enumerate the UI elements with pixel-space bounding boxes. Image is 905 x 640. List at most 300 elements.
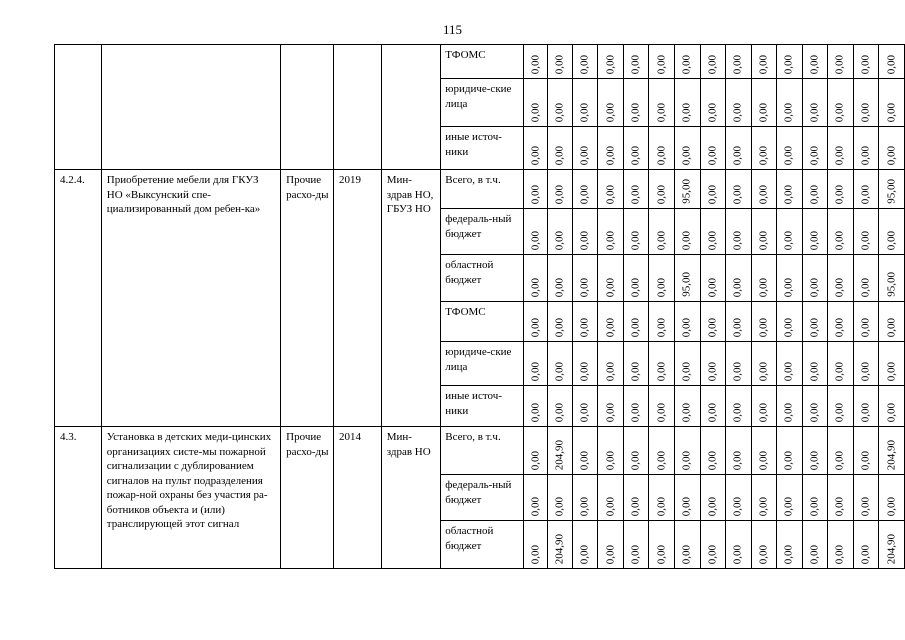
amount-cell <box>649 127 675 170</box>
amount-value: 0,00 <box>782 450 795 470</box>
amount-value: 0,00 <box>833 402 846 422</box>
amount-value: 0,00 <box>529 450 542 470</box>
amount-cell <box>777 475 803 521</box>
amount-value: 0,00 <box>553 277 566 297</box>
amount-value: 0,00 <box>604 230 617 250</box>
amount-cell <box>853 521 879 569</box>
amount-cell <box>700 475 726 521</box>
amount-value: 0,00 <box>731 54 744 74</box>
amount-value: 0,00 <box>782 102 795 122</box>
amount-cell <box>751 209 777 255</box>
amount-cell <box>548 386 573 427</box>
amount-value: 0,00 <box>859 102 872 122</box>
amount-value: 0,00 <box>757 450 770 470</box>
amount-cell <box>802 342 828 386</box>
amount-cell <box>572 521 598 569</box>
page-number: 115 <box>442 22 463 37</box>
amount-value: 0,00 <box>731 496 744 516</box>
amount-cell <box>598 45 624 79</box>
amount-value: 0,00 <box>529 184 542 204</box>
amount-cell <box>674 342 700 386</box>
amount-cell <box>572 127 598 170</box>
amount-value: 0,00 <box>578 402 591 422</box>
amount-value: 0,00 <box>655 54 668 74</box>
amount-cell <box>777 209 803 255</box>
amount-cell <box>700 170 726 209</box>
amount-cell <box>700 209 726 255</box>
amount-cell <box>572 475 598 521</box>
amount-cell <box>879 302 905 342</box>
amount-value: 0,00 <box>808 54 821 74</box>
amount-value: 0,00 <box>833 184 846 204</box>
amount-cell <box>598 255 624 302</box>
amount-cell <box>777 170 803 209</box>
amount-value: 0,00 <box>782 361 795 381</box>
amount-cell <box>674 386 700 427</box>
amount-cell <box>572 255 598 302</box>
amount-value: 0,00 <box>604 544 617 564</box>
amount-cell <box>853 127 879 170</box>
amount-value: 0,00 <box>655 496 668 516</box>
amount-cell <box>623 79 649 127</box>
amount-cell <box>523 79 548 127</box>
amount-value: 0,00 <box>757 496 770 516</box>
amount-value: 0,00 <box>578 184 591 204</box>
amount-cell <box>751 475 777 521</box>
amount-cell <box>853 475 879 521</box>
amount-cell <box>674 521 700 569</box>
amount-value: 0,00 <box>529 145 542 165</box>
amount-value: 0,00 <box>808 450 821 470</box>
amount-value: 0,00 <box>553 361 566 381</box>
amount-value: 0,00 <box>629 544 642 564</box>
amount-value: 0,00 <box>553 184 566 204</box>
amount-value: 0,00 <box>757 54 770 74</box>
amount-value: 0,00 <box>578 277 591 297</box>
amount-value: 0,00 <box>680 317 693 337</box>
amount-value: 0,00 <box>706 102 719 122</box>
amount-cell <box>802 302 828 342</box>
amount-cell <box>674 170 700 209</box>
amount-cell <box>751 127 777 170</box>
amount-value: 204,90 <box>553 439 566 470</box>
amount-cell <box>828 302 854 342</box>
amount-value: 0,00 <box>859 402 872 422</box>
amount-cell <box>623 127 649 170</box>
amount-cell <box>828 342 854 386</box>
amount-value: 0,00 <box>731 402 744 422</box>
amount-cell <box>700 79 726 127</box>
amount-value: 0,00 <box>859 544 872 564</box>
amount-value: 0,00 <box>731 361 744 381</box>
amount-value: 0,00 <box>655 450 668 470</box>
amount-value: 0,00 <box>706 145 719 165</box>
amount-value: 0,00 <box>680 230 693 250</box>
amount-cell <box>572 170 598 209</box>
amount-value: 0,00 <box>731 544 744 564</box>
amount-cell <box>828 475 854 521</box>
amount-value: 204,90 <box>553 533 566 564</box>
amount-value: 0,00 <box>859 277 872 297</box>
amount-value: 0,00 <box>731 450 744 470</box>
amount-cell <box>751 386 777 427</box>
amount-cell <box>700 386 726 427</box>
amount-value: 0,00 <box>859 317 872 337</box>
amount-cell <box>853 79 879 127</box>
amount-cell <box>853 45 879 79</box>
amount-value: 0,00 <box>629 54 642 74</box>
amount-value: 0,00 <box>833 230 846 250</box>
amount-cell <box>751 302 777 342</box>
amount-value: 0,00 <box>655 361 668 381</box>
funding-source: федераль-ный бюджет <box>441 209 524 255</box>
amount-cell <box>572 45 598 79</box>
amount-cell <box>828 45 854 79</box>
amount-cell <box>548 342 573 386</box>
amount-cell <box>751 255 777 302</box>
amount-value: 0,00 <box>808 145 821 165</box>
amount-cell <box>879 521 905 569</box>
amount-value: 0,00 <box>833 361 846 381</box>
amount-cell <box>828 209 854 255</box>
amount-cell <box>700 342 726 386</box>
amount-cell <box>598 302 624 342</box>
amount-value: 0,00 <box>808 102 821 122</box>
amount-cell <box>674 79 700 127</box>
amount-cell <box>853 170 879 209</box>
amount-cell <box>828 255 854 302</box>
amount-value: 0,00 <box>757 102 770 122</box>
amount-value: 0,00 <box>655 402 668 422</box>
amount-cell <box>751 45 777 79</box>
amount-value: 0,00 <box>885 102 898 122</box>
executor <box>381 45 441 170</box>
amount-value: 0,00 <box>706 402 719 422</box>
amount-value: 95,00 <box>680 179 693 204</box>
amount-cell <box>572 427 598 475</box>
amount-value: 95,00 <box>680 272 693 297</box>
amount-value: 0,00 <box>808 544 821 564</box>
funding-source: юридиче-ские лица <box>441 79 524 127</box>
amount-value: 0,00 <box>604 317 617 337</box>
amount-value: 0,00 <box>680 361 693 381</box>
amount-value: 0,00 <box>529 230 542 250</box>
amount-value: 0,00 <box>529 361 542 381</box>
amount-value: 0,00 <box>808 277 821 297</box>
amount-value: 0,00 <box>833 145 846 165</box>
amount-value: 0,00 <box>808 402 821 422</box>
amount-cell <box>853 255 879 302</box>
amount-cell <box>572 209 598 255</box>
amount-cell <box>598 209 624 255</box>
amount-cell <box>623 427 649 475</box>
amount-cell <box>523 475 548 521</box>
amount-value: 0,00 <box>578 361 591 381</box>
amount-value: 0,00 <box>578 317 591 337</box>
amount-value: 0,00 <box>757 145 770 165</box>
amount-value: 0,00 <box>885 361 898 381</box>
amount-cell <box>623 209 649 255</box>
amount-value: 0,00 <box>808 317 821 337</box>
amount-cell <box>649 475 675 521</box>
budget-table <box>54 44 905 569</box>
amount-value: 0,00 <box>629 145 642 165</box>
amount-cell <box>598 79 624 127</box>
amount-cell <box>548 127 573 170</box>
amount-value: 0,00 <box>859 184 872 204</box>
amount-cell <box>726 170 752 209</box>
amount-cell <box>674 475 700 521</box>
amount-cell <box>598 342 624 386</box>
amount-cell <box>879 386 905 427</box>
amount-value: 0,00 <box>629 496 642 516</box>
amount-value: 0,00 <box>604 496 617 516</box>
amount-value: 0,00 <box>782 277 795 297</box>
amount-value: 0,00 <box>680 402 693 422</box>
amount-value: 0,00 <box>680 102 693 122</box>
amount-cell <box>523 342 548 386</box>
item-name <box>101 45 280 170</box>
amount-value: 0,00 <box>655 230 668 250</box>
amount-value: 0,00 <box>706 361 719 381</box>
amount-cell <box>523 302 548 342</box>
amount-value: 0,00 <box>833 54 846 74</box>
amount-value: 0,00 <box>885 230 898 250</box>
amount-value: 0,00 <box>578 145 591 165</box>
amount-value: 0,00 <box>655 317 668 337</box>
table-row <box>55 45 905 79</box>
amount-cell <box>572 79 598 127</box>
amount-value: 0,00 <box>629 450 642 470</box>
amount-value: 0,00 <box>782 317 795 337</box>
amount-cell <box>523 170 548 209</box>
amount-cell <box>828 427 854 475</box>
amount-cell <box>674 209 700 255</box>
item-code: 4.2.4. <box>55 170 102 427</box>
amount-value: 0,00 <box>553 496 566 516</box>
item-name: Приобретение мебели для ГКУЗ НО «Выксунский спе-циализированный дом ребен-ка» <box>101 170 280 427</box>
amount-cell <box>548 209 573 255</box>
amount-value: 0,00 <box>604 184 617 204</box>
amount-cell <box>523 127 548 170</box>
amount-value: 0,00 <box>731 184 744 204</box>
amount-value: 0,00 <box>553 317 566 337</box>
amount-cell <box>879 170 905 209</box>
amount-value: 0,00 <box>706 230 719 250</box>
amount-cell <box>802 427 828 475</box>
item-code: 4.3. <box>55 427 102 569</box>
amount-value: 0,00 <box>578 496 591 516</box>
table-row <box>55 427 905 475</box>
amount-value: 0,00 <box>833 544 846 564</box>
amount-cell <box>649 302 675 342</box>
amount-cell <box>777 386 803 427</box>
amount-value: 0,00 <box>604 450 617 470</box>
amount-cell <box>777 427 803 475</box>
amount-value: 0,00 <box>680 54 693 74</box>
amount-cell <box>828 386 854 427</box>
amount-cell <box>598 386 624 427</box>
amount-cell <box>523 209 548 255</box>
amount-value: 0,00 <box>578 450 591 470</box>
amount-value: 0,00 <box>859 496 872 516</box>
amount-cell <box>649 79 675 127</box>
amount-cell <box>674 255 700 302</box>
amount-value: 0,00 <box>731 277 744 297</box>
amount-value: 0,00 <box>529 317 542 337</box>
amount-value: 0,00 <box>757 361 770 381</box>
funding-source: ТФОМС <box>441 302 524 342</box>
amount-value: 0,00 <box>885 317 898 337</box>
amount-cell <box>802 170 828 209</box>
amount-value: 0,00 <box>757 277 770 297</box>
amount-cell <box>828 170 854 209</box>
amount-value: 204,90 <box>885 533 898 564</box>
amount-cell <box>649 427 675 475</box>
amount-cell <box>726 342 752 386</box>
amount-cell <box>802 255 828 302</box>
amount-value: 0,00 <box>706 450 719 470</box>
amount-value: 0,00 <box>604 102 617 122</box>
amount-value: 0,00 <box>680 145 693 165</box>
amount-value: 0,00 <box>655 102 668 122</box>
amount-value: 0,00 <box>655 277 668 297</box>
amount-cell <box>598 170 624 209</box>
table-body <box>55 45 905 569</box>
amount-value: 0,00 <box>859 54 872 74</box>
amount-value: 0,00 <box>808 184 821 204</box>
amount-value: 0,00 <box>529 54 542 74</box>
amount-value: 204,90 <box>885 439 898 470</box>
amount-value: 0,00 <box>757 402 770 422</box>
amount-cell <box>802 127 828 170</box>
amount-cell <box>879 127 905 170</box>
amount-value: 0,00 <box>833 277 846 297</box>
amount-cell <box>700 45 726 79</box>
amount-cell <box>726 386 752 427</box>
amount-value: 0,00 <box>655 544 668 564</box>
amount-cell <box>777 302 803 342</box>
amount-value: 0,00 <box>629 317 642 337</box>
amount-value: 0,00 <box>833 450 846 470</box>
amount-cell <box>802 386 828 427</box>
amount-cell <box>623 475 649 521</box>
funding-source: областной бюджет <box>441 521 524 569</box>
amount-cell <box>623 170 649 209</box>
amount-value: 0,00 <box>604 54 617 74</box>
amount-cell <box>726 475 752 521</box>
amount-value: 0,00 <box>655 145 668 165</box>
amount-cell <box>623 255 649 302</box>
amount-cell <box>548 475 573 521</box>
amount-cell <box>828 521 854 569</box>
amount-cell <box>649 209 675 255</box>
amount-cell <box>777 255 803 302</box>
amount-cell <box>623 386 649 427</box>
amount-value: 0,00 <box>553 145 566 165</box>
amount-cell <box>802 475 828 521</box>
amount-cell <box>802 209 828 255</box>
year <box>334 45 382 170</box>
amount-value: 0,00 <box>782 184 795 204</box>
amount-cell <box>548 255 573 302</box>
item-code <box>55 45 102 170</box>
amount-cell <box>879 45 905 79</box>
amount-value: 0,00 <box>782 496 795 516</box>
amount-cell <box>548 302 573 342</box>
amount-value: 0,00 <box>629 102 642 122</box>
amount-value: 0,00 <box>706 184 719 204</box>
amount-cell <box>700 427 726 475</box>
amount-cell <box>623 45 649 79</box>
amount-cell <box>828 127 854 170</box>
expense-category: Прочие расхо-ды <box>281 170 334 427</box>
amount-cell <box>828 79 854 127</box>
amount-cell <box>726 427 752 475</box>
amount-cell <box>777 79 803 127</box>
amount-cell <box>879 79 905 127</box>
item-name: Установка в детских меди-цинских организациях систе-мы пожарной сигнализации с дублированием сигналов на пульт подразделения пожар-ной охраны без участия ра-ботников объекта и (или) транслирующей этот сигнал <box>101 427 280 569</box>
amount-value: 0,00 <box>578 54 591 74</box>
amount-value: 0,00 <box>578 230 591 250</box>
funding-source: иные источ-ники <box>441 127 524 170</box>
year: 2014 <box>334 427 382 569</box>
amount-cell <box>802 521 828 569</box>
amount-value: 0,00 <box>578 102 591 122</box>
amount-value: 0,00 <box>529 402 542 422</box>
amount-value: 0,00 <box>706 317 719 337</box>
executor: Мин-здрав НО <box>381 427 441 569</box>
amount-cell <box>674 302 700 342</box>
amount-value: 0,00 <box>604 402 617 422</box>
table-row <box>55 170 905 209</box>
amount-value: 95,00 <box>885 179 898 204</box>
funding-source: ТФОМС <box>441 45 524 79</box>
amount-cell <box>548 427 573 475</box>
funding-source: федераль-ный бюджет <box>441 475 524 521</box>
amount-cell <box>751 79 777 127</box>
amount-value: 0,00 <box>604 145 617 165</box>
amount-value: 0,00 <box>833 102 846 122</box>
amount-value: 0,00 <box>629 184 642 204</box>
amount-cell <box>523 427 548 475</box>
amount-value: 0,00 <box>782 145 795 165</box>
amount-value: 0,00 <box>808 230 821 250</box>
amount-cell <box>726 302 752 342</box>
amount-value: 0,00 <box>680 544 693 564</box>
amount-value: 0,00 <box>782 54 795 74</box>
amount-cell <box>777 127 803 170</box>
amount-cell <box>726 255 752 302</box>
amount-cell <box>598 427 624 475</box>
amount-cell <box>726 127 752 170</box>
amount-value: 0,00 <box>629 402 642 422</box>
amount-cell <box>802 45 828 79</box>
amount-value: 0,00 <box>757 317 770 337</box>
amount-cell <box>523 521 548 569</box>
amount-value: 0,00 <box>833 317 846 337</box>
amount-cell <box>751 342 777 386</box>
amount-cell <box>649 255 675 302</box>
amount-value: 0,00 <box>553 402 566 422</box>
amount-cell <box>751 521 777 569</box>
amount-value: 0,00 <box>731 102 744 122</box>
amount-value: 0,00 <box>782 402 795 422</box>
amount-value: 0,00 <box>629 361 642 381</box>
amount-value: 0,00 <box>680 496 693 516</box>
amount-value: 0,00 <box>782 544 795 564</box>
executor: Мин-здрав НО, ГБУЗ НО <box>381 170 441 427</box>
